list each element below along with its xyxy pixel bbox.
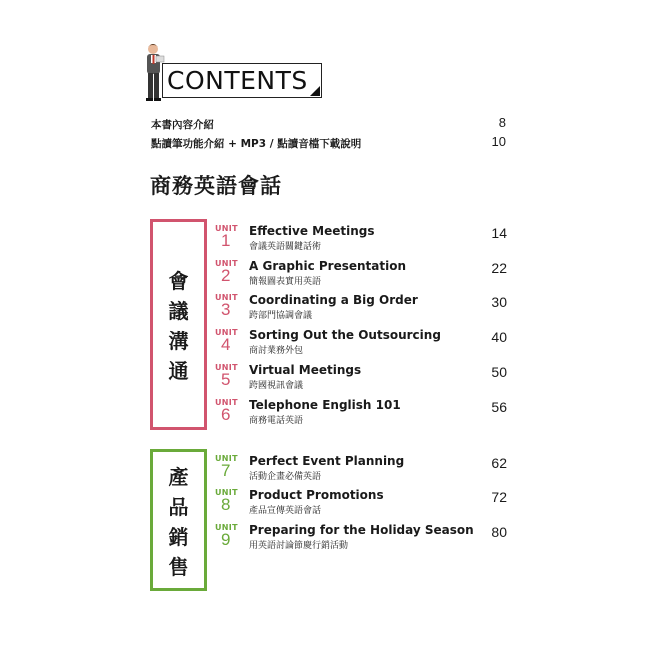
unit-title-zh: 用英語討論節慶行銷活動	[249, 541, 349, 551]
unit-number: 3	[221, 300, 231, 319]
unit-title-zh: 商務電話英語	[249, 416, 304, 426]
unit-title-en: Preparing for the Holiday Season	[249, 523, 474, 537]
unit-row[interactable]	[215, 328, 507, 362]
unit-number: 7	[221, 461, 231, 480]
unit-label: UNIT	[215, 224, 238, 233]
unit-number: 4	[221, 335, 231, 354]
category-char: 銷	[168, 525, 189, 549]
unit-row[interactable]	[215, 454, 507, 488]
unit-label: UNIT	[215, 259, 238, 268]
unit-title-zh: 會議英語關鍵話術	[249, 242, 322, 252]
unit-label: UNIT	[215, 454, 238, 463]
unit-page: 62	[491, 455, 507, 471]
intro-row[interactable]	[151, 117, 506, 135]
unit-page: 80	[491, 524, 507, 540]
category-char: 會	[168, 269, 189, 293]
contents-title-box	[162, 63, 322, 98]
intro-page: 8	[498, 115, 506, 130]
category-char: 通	[168, 359, 189, 383]
unit-number: 6	[221, 405, 231, 424]
category-char: 品	[168, 495, 189, 519]
unit-page: 50	[491, 364, 507, 380]
unit-title-en: Perfect Event Planning	[249, 454, 405, 468]
unit-label: UNIT	[215, 488, 238, 497]
unit-title-en: Coordinating a Big Order	[249, 293, 418, 307]
unit-number: 8	[221, 495, 231, 514]
unit-page: 72	[491, 489, 507, 505]
section-title: 商務英語會話	[150, 174, 282, 198]
intro-label: 點讀筆功能介紹 + MP3 / 點讀音檔下載說明	[151, 138, 362, 150]
unit-title-en: Sorting Out the Outsourcing	[249, 328, 441, 342]
category-char: 產	[168, 465, 189, 489]
category-char: 議	[168, 299, 189, 323]
unit-row[interactable]	[215, 293, 507, 327]
unit-row[interactable]	[215, 259, 507, 293]
unit-number: 1	[221, 231, 231, 250]
category-char: 售	[168, 555, 189, 579]
intro-label: 本書內容介紹	[151, 119, 214, 131]
unit-title-zh: 跨部門協調會議	[249, 311, 313, 321]
corner-triangle-icon	[310, 86, 320, 96]
unit-label: UNIT	[215, 328, 238, 337]
unit-row[interactable]	[215, 398, 507, 432]
unit-number: 2	[221, 266, 231, 285]
category-box-meetings	[150, 219, 207, 430]
unit-title-zh: 活動企畫必備英語	[249, 472, 322, 482]
unit-row[interactable]	[215, 488, 507, 522]
intro-row[interactable]	[151, 136, 506, 154]
category-char: 溝	[168, 329, 189, 353]
contents-title: CONTENTS	[167, 66, 308, 95]
unit-title-en: Product Promotions	[249, 488, 384, 502]
unit-title-en: Virtual Meetings	[249, 363, 362, 377]
unit-label: UNIT	[215, 523, 238, 532]
unit-title-zh: 產品宣傳英語會話	[249, 506, 322, 516]
unit-label: UNIT	[215, 363, 238, 372]
unit-title-en: A Graphic Presentation	[249, 259, 407, 273]
unit-row[interactable]	[215, 363, 507, 397]
category-box-sales	[150, 449, 207, 591]
unit-title-en: Effective Meetings	[249, 224, 375, 238]
unit-title-zh: 簡報圖表實用英語	[249, 277, 322, 287]
unit-row[interactable]	[215, 523, 507, 557]
unit-title-zh: 商討業務外包	[249, 346, 304, 356]
unit-page: 14	[491, 225, 507, 241]
unit-label: UNIT	[215, 293, 238, 302]
unit-number: 9	[221, 530, 231, 549]
unit-label: UNIT	[215, 398, 238, 407]
unit-page: 22	[491, 260, 507, 276]
unit-page: 40	[491, 329, 507, 345]
unit-number: 5	[221, 370, 231, 389]
unit-title-zh: 跨國視訊會議	[249, 381, 304, 391]
unit-title-en: Telephone English 101	[249, 398, 401, 412]
unit-page: 30	[491, 294, 507, 310]
unit-page: 56	[491, 399, 507, 415]
intro-page: 10	[491, 134, 506, 149]
unit-row[interactable]	[215, 224, 507, 258]
